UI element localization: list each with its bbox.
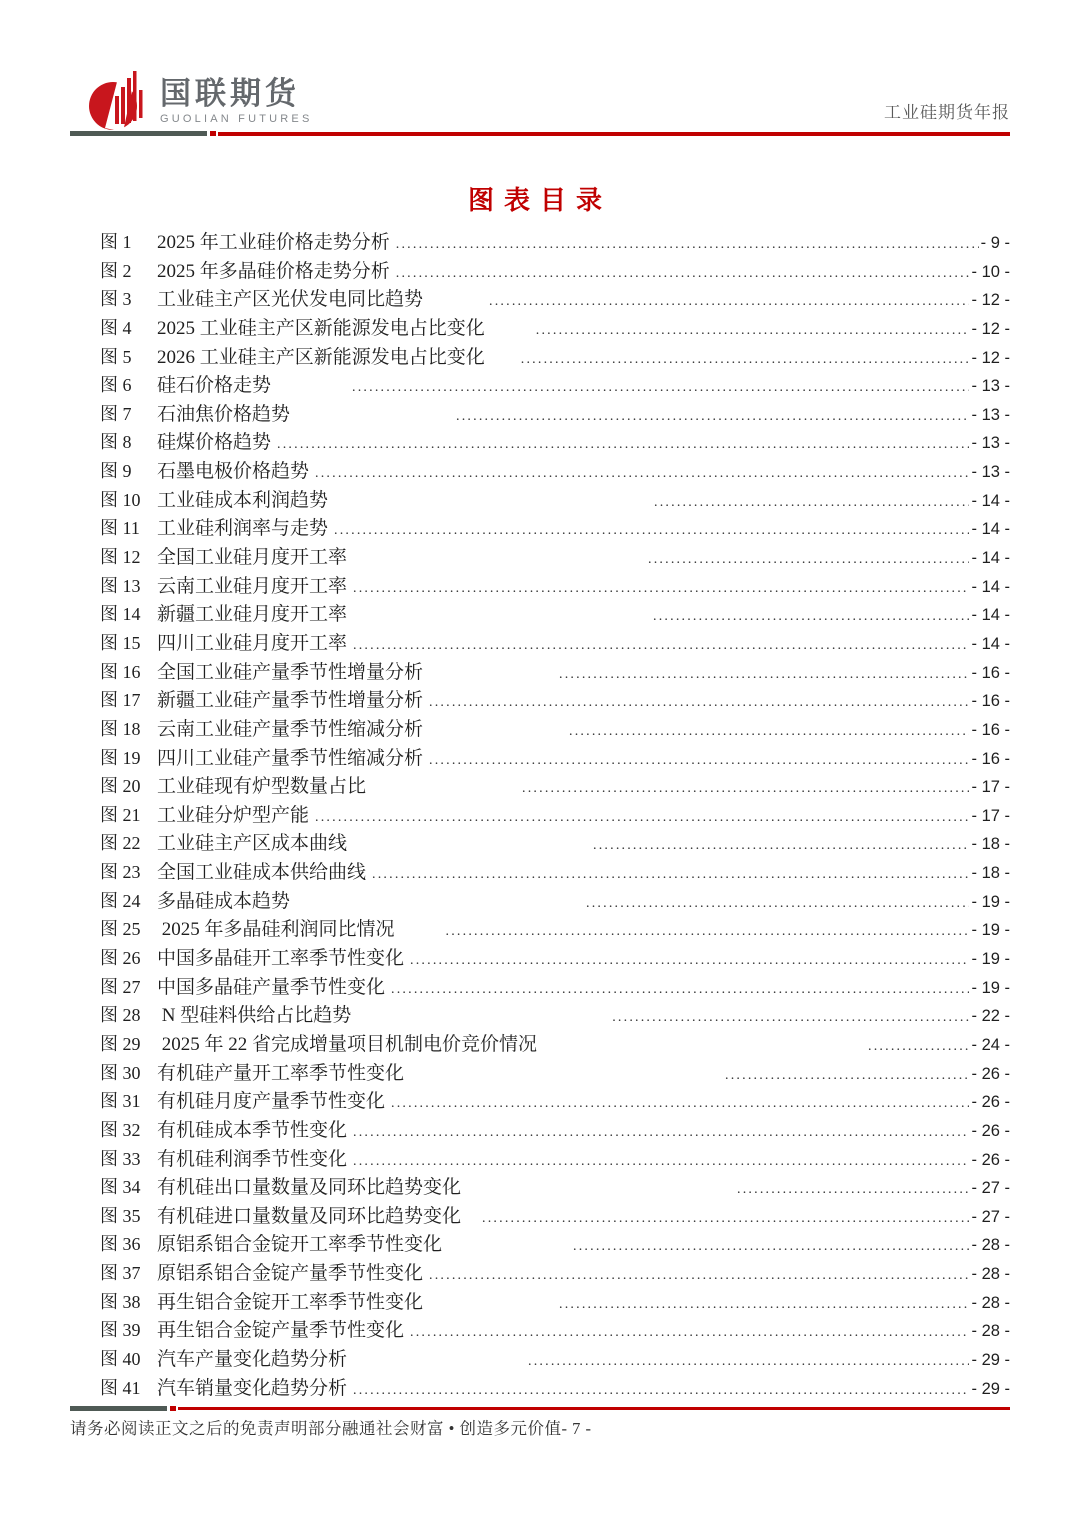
figure-number: 图 37 (100, 1263, 141, 1284)
dot-leader (446, 924, 970, 940)
page-number: - 27 - (971, 1207, 1010, 1226)
figure-number: 图 5 (100, 346, 132, 367)
dot-leader (352, 380, 969, 396)
figure-title: 2025 年多晶硅价格走势分析 (157, 260, 390, 282)
figure-number: 图 21 (100, 804, 141, 825)
figure-number: 图 26 (100, 948, 141, 969)
dot-leader (593, 838, 969, 854)
dot-leader (410, 1325, 969, 1341)
toc-entry (70, 599, 1010, 628)
toc-entry (70, 227, 1010, 256)
figure-title: 云南工业硅月度开工率 (157, 575, 348, 597)
figure-number: 图 23 (100, 862, 141, 883)
figure-title: 石油焦价格趋势 (157, 403, 291, 425)
footer-disclaimer: 请务必阅读正文之后的免责声明部分 (70, 1419, 342, 1438)
dot-leader (489, 294, 969, 310)
figure-number: 图 29 (100, 1033, 141, 1054)
toc-entry (70, 943, 1010, 972)
figure-title: 2025 年 22 省完成增量项目机制电价竞价情况 (157, 1033, 538, 1055)
tab-gap (485, 362, 515, 363)
toc-entry (70, 628, 1010, 657)
dot-leader (429, 1268, 969, 1284)
figure-title: 全国工业硅月度开工率 (157, 547, 348, 569)
figure-title: 全国工业硅成本供给曲线 (157, 862, 367, 884)
figure-title: 新疆工业硅月度开工率 (157, 604, 348, 626)
dot-leader (429, 753, 969, 769)
toc-entry (70, 399, 1010, 428)
dot-leader (654, 495, 969, 511)
page-number: - 18 - (971, 864, 1010, 883)
figure-title: 有机硅进口量数量及同环比趋势变化 (157, 1205, 462, 1227)
figure-number: 图 30 (100, 1062, 141, 1083)
toc-entry (70, 1029, 1010, 1058)
dot-leader (528, 1354, 969, 1370)
figure-number: 图 19 (100, 747, 141, 768)
guolian-logo-icon (86, 70, 148, 132)
toc-entry (70, 1287, 1010, 1316)
figure-number: 图 28 (100, 1005, 141, 1026)
page-number: - 29 - (971, 1379, 1010, 1398)
toc-entry (70, 828, 1010, 857)
figure-number: 图 35 (100, 1205, 141, 1226)
figure-number: 图 20 (100, 776, 141, 797)
toc-entry (70, 1115, 1010, 1144)
tab-gap (328, 505, 648, 506)
figure-number: 图 8 (100, 432, 132, 453)
tab-gap (290, 419, 450, 420)
figure-number: 图 10 (100, 489, 141, 510)
figure-title: 工业硅现有炉型数量占比 (157, 776, 367, 798)
page-number: - 16 - (971, 720, 1010, 739)
figure-title: 硅石价格走势 (157, 375, 272, 397)
figure-title: 硅煤价格趋势 (157, 432, 272, 454)
page-number: - 27 - (971, 1179, 1010, 1198)
figure-number: 图 15 (100, 632, 141, 653)
dot-leader (586, 896, 969, 912)
toc-entry (70, 857, 1010, 886)
footer-divider-gray-segment (70, 1406, 167, 1411)
toc-entry (70, 743, 1010, 772)
dot-leader (353, 1154, 969, 1170)
toc-entry (70, 1229, 1010, 1258)
dot-leader (429, 695, 969, 711)
toc-entry (70, 714, 1010, 743)
page-number: - 16 - (971, 663, 1010, 682)
toc-entry (70, 427, 1010, 456)
figure-number: 图 24 (100, 890, 141, 911)
figure-number: 图 1 (100, 232, 132, 252)
page-number: - 13 - (971, 377, 1010, 396)
toc-entry (70, 1315, 1010, 1344)
tab-gap (485, 333, 530, 334)
tab-gap (423, 1307, 553, 1308)
figure-title: 中国多晶硅产量季节性变化 (157, 976, 386, 998)
logo-text (160, 70, 313, 125)
figure-title: 四川工业硅产量季节性缩减分析 (157, 747, 424, 769)
page-number: - 16 - (971, 692, 1010, 711)
dot-leader (396, 237, 979, 253)
toc-entry (70, 1344, 1010, 1373)
figure-number: 图 7 (100, 403, 132, 424)
footer-slogan: 融通社会财富 • 创造多元价值 (342, 1419, 562, 1438)
header-divider-red-segment (218, 132, 1010, 136)
page-number: - 14 - (971, 520, 1010, 539)
page-number: - 12 - (971, 291, 1010, 310)
toc-entry (70, 284, 1010, 313)
company-logo (86, 70, 313, 132)
tab-gap (423, 304, 483, 305)
figure-number: 图 2 (100, 260, 132, 281)
dot-leader (353, 638, 969, 654)
figure-title: 2025 年多晶硅利润同比情况 (157, 919, 395, 941)
dot-leader (315, 810, 969, 826)
toc-entry (70, 771, 1010, 800)
page-number: - 13 - (971, 463, 1010, 482)
toc-entry (70, 1144, 1010, 1173)
toc-entry (70, 342, 1010, 371)
toc-entry (70, 972, 1010, 1001)
page-number: - 19 - (971, 892, 1010, 911)
figure-number: 图 40 (100, 1348, 141, 1369)
dot-leader (334, 523, 969, 539)
toc-entry (70, 456, 1010, 485)
figure-title: 工业硅成本利润趋势 (157, 489, 329, 511)
toc-entry (70, 1373, 1010, 1402)
figure-number: 图 36 (100, 1234, 141, 1255)
page-number: - 13 - (971, 405, 1010, 424)
figure-title: 原铝系铝合金锭开工率季节性变化 (157, 1234, 443, 1256)
page-number: - 14 - (971, 491, 1010, 510)
figure-number: 图 9 (100, 461, 132, 482)
dot-leader (725, 1068, 969, 1084)
dot-leader (573, 1239, 969, 1255)
figure-title: N 型硅料供给占比趋势 (157, 1005, 352, 1027)
page-number: - 13 - (971, 434, 1010, 453)
dot-leader (391, 982, 969, 998)
figure-number: 图 18 (100, 718, 141, 739)
figure-number: 图 39 (100, 1320, 141, 1341)
footer-page-number: - 7 - (561, 1419, 592, 1438)
page-header (70, 70, 1010, 132)
toc-entry (70, 1086, 1010, 1115)
tab-gap (395, 934, 440, 935)
figure-title: 有机硅出口量数量及同环比趋势变化 (157, 1177, 462, 1199)
figure-number: 图 12 (100, 547, 141, 568)
page-number: - 17 - (971, 806, 1010, 825)
dot-leader (653, 609, 969, 625)
toc-entry (70, 886, 1010, 915)
toc-entry (70, 657, 1010, 686)
figure-title: 再生铝合金锭开工率季节性变化 (157, 1291, 424, 1313)
toc-entry (70, 1172, 1010, 1201)
figure-title: 工业硅分炉型产能 (157, 804, 310, 826)
figure-title: 四川工业硅月度开工率 (157, 632, 348, 654)
figure-number: 图 4 (100, 317, 132, 338)
dot-leader (868, 1039, 969, 1055)
tab-gap (351, 1020, 606, 1021)
tab-gap (347, 619, 647, 620)
dot-leader (410, 953, 969, 969)
figure-title: 云南工业硅产量季节性缩减分析 (157, 718, 424, 740)
toc-entry (70, 1258, 1010, 1287)
figure-title: 2025 年工业硅价格走势分析 (157, 232, 390, 253)
figure-number: 图 41 (100, 1377, 141, 1398)
figure-title: 新疆工业硅产量季节性增量分析 (157, 690, 424, 712)
page-number: - 26 - (971, 1093, 1010, 1112)
figure-title: 有机硅利润季节性变化 (157, 1148, 348, 1170)
page-number: - 26 - (971, 1150, 1010, 1169)
page-number: - 17 - (971, 778, 1010, 797)
dot-leader (612, 1010, 969, 1026)
header-divider-gray-segment (70, 131, 207, 136)
logo-en-name: GUOLIAN FUTURES (160, 112, 313, 125)
tab-gap (461, 1192, 731, 1193)
footer-divider (70, 1406, 1010, 1411)
figure-number: 图 31 (100, 1091, 141, 1112)
dot-leader (396, 266, 970, 282)
page-title: 图表目录 (467, 186, 612, 215)
page-number: - 29 - (971, 1350, 1010, 1369)
figure-number: 图 32 (100, 1119, 141, 1140)
figure-title: 中国多晶硅开工率季节性变化 (157, 948, 405, 970)
figure-number: 图 6 (100, 375, 132, 396)
footer-divider-dot (170, 1406, 176, 1411)
tab-gap (423, 734, 563, 735)
dot-leader (353, 1125, 969, 1141)
tab-gap (347, 1364, 522, 1365)
page-number: - 14 - (971, 634, 1010, 653)
tab-gap (347, 562, 642, 563)
page-number: - 14 - (971, 606, 1010, 625)
toc-entry (70, 370, 1010, 399)
figure-title: 工业硅主产区光伏发电同比趋势 (157, 289, 424, 311)
tab-gap (347, 848, 587, 849)
tab-gap (290, 906, 580, 907)
figure-title: 有机硅成本季节性变化 (157, 1119, 348, 1141)
page-number: - 19 - (971, 950, 1010, 969)
tab-gap (461, 1221, 476, 1222)
page-number: - 12 - (971, 348, 1010, 367)
page-number: - 26 - (971, 1121, 1010, 1140)
dot-leader (569, 724, 969, 740)
page-number: - 19 - (971, 978, 1010, 997)
figure-title: 工业硅主产区成本曲线 (157, 833, 348, 855)
toc-entry (70, 542, 1010, 571)
toc-entry (70, 1058, 1010, 1087)
tab-gap (423, 677, 553, 678)
dot-leader (456, 409, 969, 425)
figure-title: 石墨电极价格趋势 (157, 461, 310, 483)
figure-title: 原铝系铝合金锭产量季节性变化 (157, 1263, 424, 1285)
dot-leader (482, 1211, 969, 1227)
tab-gap (537, 1049, 862, 1050)
footer-divider-red-segment (178, 1407, 1010, 1410)
page-number: - 26 - (971, 1064, 1010, 1083)
page-number: - 28 - (971, 1293, 1010, 1312)
dot-leader (559, 1297, 969, 1313)
dot-leader (277, 437, 969, 453)
figure-number: 图 14 (100, 604, 141, 625)
page-number: - 28 - (971, 1265, 1010, 1284)
figure-number: 图 38 (100, 1291, 141, 1312)
figure-title: 全国工业硅产量季节性增量分析 (157, 661, 424, 683)
tab-gap (442, 1249, 567, 1250)
dot-leader (372, 867, 969, 883)
tab-gap (366, 791, 516, 792)
figure-title: 汽车产量变化趋势分析 (157, 1348, 348, 1370)
toc-entry (70, 914, 1010, 943)
dot-leader (522, 781, 969, 797)
dot-leader (353, 581, 969, 597)
toc-entry (70, 685, 1010, 714)
toc-entry (70, 256, 1010, 285)
tab-gap (271, 390, 346, 391)
dot-leader (521, 352, 970, 368)
tab-gap (404, 1078, 719, 1079)
dot-leader (391, 1096, 969, 1112)
page-number: - 28 - (971, 1236, 1010, 1255)
figure-title: 有机硅产量开工率季节性变化 (157, 1062, 405, 1084)
page-number: - 19 - (971, 921, 1010, 940)
page-number: - 16 - (971, 749, 1010, 768)
figure-number: 图 16 (100, 661, 141, 682)
toc-entry (70, 800, 1010, 829)
page-number: - 12 - (971, 319, 1010, 338)
page-number: - 18 - (971, 835, 1010, 854)
figure-number: 图 11 (100, 518, 140, 539)
toc-entry (70, 313, 1010, 342)
dot-leader (536, 323, 970, 339)
figure-title: 再生铝合金锭产量季节性变化 (157, 1320, 405, 1342)
dot-leader (559, 667, 969, 683)
figure-number: 图 13 (100, 575, 141, 596)
page-number: - 10 - (971, 262, 1010, 281)
toc-entry (70, 1000, 1010, 1029)
dot-leader (353, 1383, 969, 1399)
figure-number: 图 33 (100, 1148, 141, 1169)
figure-title: 有机硅月度产量季节性变化 (157, 1091, 386, 1113)
report-type-label: 工业硅期货年报 (884, 103, 1010, 122)
page-number: - 22 - (971, 1007, 1010, 1026)
dot-leader (648, 552, 969, 568)
dot-leader (737, 1182, 969, 1198)
figure-title: 2025 工业硅主产区新能源发电占比变化 (157, 317, 485, 339)
header-divider (70, 131, 1010, 136)
page-number: - 9 - (980, 234, 1010, 252)
figure-number: 图 25 (100, 919, 141, 940)
page-number: - 14 - (971, 549, 1010, 568)
page-number: - 28 - (971, 1322, 1010, 1341)
figure-toc-list (70, 227, 1010, 1401)
figure-title: 汽车销量变化趋势分析 (157, 1377, 348, 1399)
page-footer (70, 1415, 1010, 1439)
figure-title: 2026 工业硅主产区新能源发电占比变化 (157, 346, 485, 368)
header-divider-dot (210, 131, 216, 136)
toc-entry (70, 485, 1010, 514)
page-number: - 24 - (971, 1035, 1010, 1054)
toc-entry (70, 571, 1010, 600)
figure-title: 工业硅利润率与走势 (157, 518, 329, 540)
page-number: - 14 - (971, 577, 1010, 596)
toc-entry (70, 1201, 1010, 1230)
figure-number: 图 27 (100, 976, 141, 997)
dot-leader (315, 466, 969, 482)
figure-number: 图 34 (100, 1177, 141, 1198)
logo-cn-name: 国联期货 (160, 76, 300, 111)
figure-number: 图 3 (100, 289, 132, 310)
figure-number: 图 22 (100, 833, 141, 854)
figure-title: 多晶硅成本趋势 (157, 890, 291, 912)
toc-entry (70, 513, 1010, 542)
figure-number: 图 17 (100, 690, 141, 711)
